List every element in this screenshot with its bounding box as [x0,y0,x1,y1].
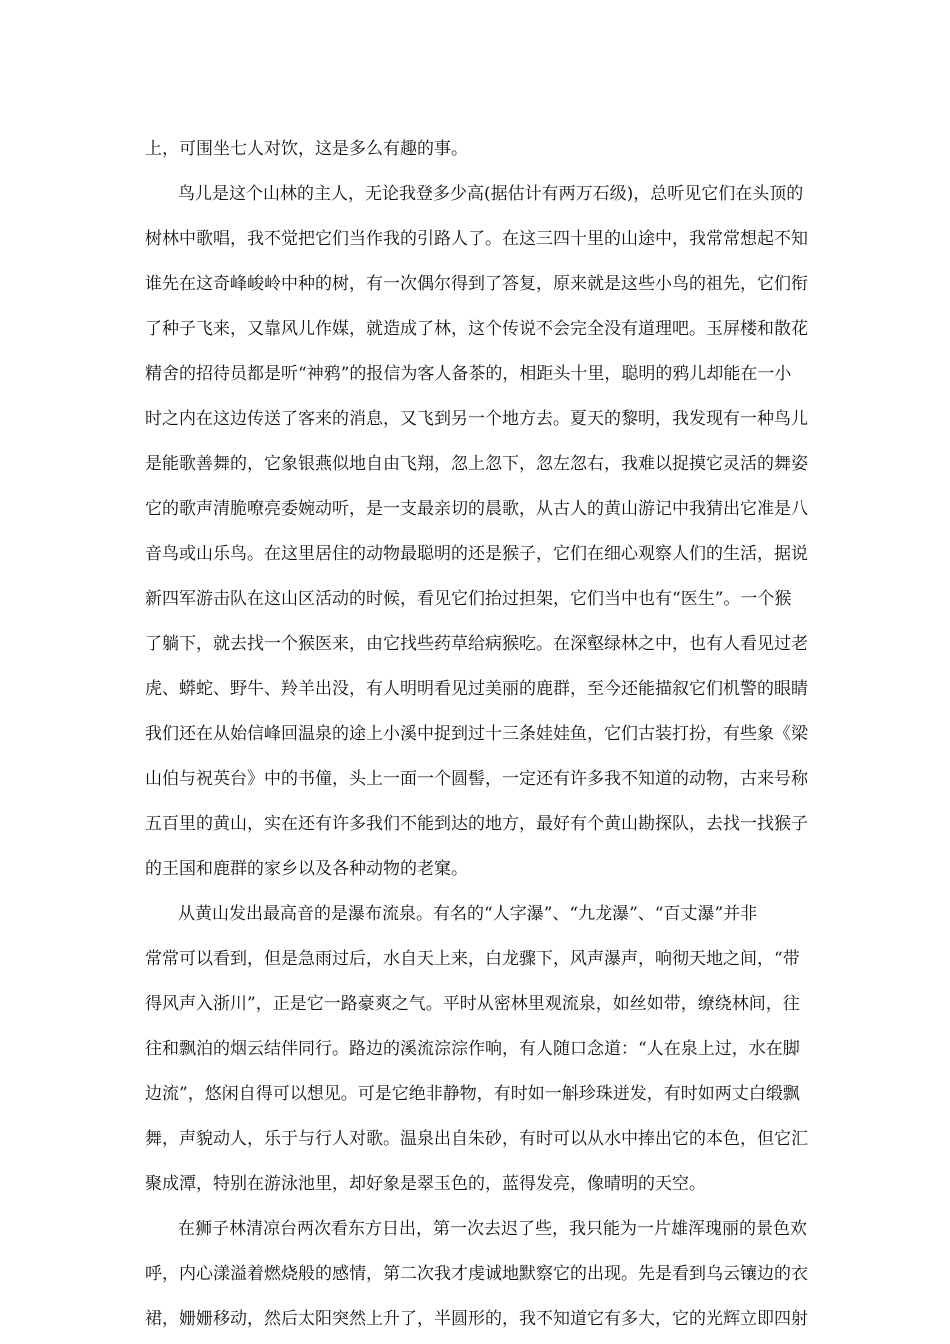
text-line: 精舍的招待员都是听“神鸦”的报信为客人备茶的，相距头十里，聪明的鸦儿却能在一小 [145,364,792,384]
text-line: 得风声入浙川”，正是它一路豪爽之气。平时从密林里观流泉，如丝如带，缭绕林间，往 [145,994,800,1014]
text-line: 是能歌善舞的，它象银燕似地自由飞翔，忽上忽下，忽左忽右，我难以捉摸它灵活的舞姿 [145,454,808,474]
text-line: 音鸟或山乐鸟。在这里居住的动物最聪明的还是猴子，它们在细心观察人们的生活，据说 [145,544,808,564]
text-line: 聚成潭，特别在游泳池里，却好象是翠玉色的，蓝得发亮，像晴明的天空。 [145,1174,706,1194]
text-line: 新四军游击队在这山区活动的时候，看见它们抬过担架，它们当中也有“医生”。一个猴 [145,589,792,609]
text-line: 我们还在从始信峰回温泉的途上小溪中捉到过十三条娃娃鱼，它们古装打扮，有些象《梁 [145,724,808,744]
text-line: 了躺下，就去找一个猴医来，由它找些药草给病猴吃。在深壑绿林之中，也有人看见过老 [145,634,808,654]
text-line: 舞，声貌动人，乐于与行人对歌。温泉出自朱砂，有时可以从水中捧出它的本色，但它汇 [145,1129,808,1149]
paragraph-first-line: 从黄山发出最高音的是瀑布流泉。有名的“人字瀑”、“九龙瀑”、“百丈瀑”并非 [178,904,758,924]
text-line: 的王国和鹿群的家乡以及各种动物的老窠。 [145,859,468,879]
text-line: 时之内在这边传送了客来的消息，又飞到另一个地方去。夏天的黎明，我发现有一种鸟儿 [145,409,808,429]
text-line: 它的歌声清脆嘹亮委婉动听，是一支最亲切的晨歌，从古人的黄山游记中我猜出它准是八 [145,499,808,519]
text-line: 呼，内心漾溢着燃烧般的感情，第二次我才虔诚地默察它的出现。先是看到乌云镶边的衣 [145,1264,808,1284]
text-line: 裙，姗姗移动，然后太阳突然上升了，半圆形的，我不知道它有多大，它的光辉立即四射 [145,1309,808,1329]
text-line: 树林中歌唱，我不觉把它们当作我的引路人了。在这三四十里的山途中，我常常想起不知 [145,229,808,249]
text-line: 了种子飞来，又靠风儿作媒，就造成了林，这个传说不会完全没有道理吧。玉屏楼和散花 [145,319,808,339]
text-line: 谁先在这奇峰峻岭中种的树，有一次偶尔得到了答复，原来就是这些小鸟的祖先，它们衔 [145,274,808,294]
paragraph-first-line: 鸟儿是这个山林的主人，无论我登多少高(据估计有两万石级)，总听见它们在头顶的 [178,184,804,204]
text-line: 虎、蟒蛇、野牛、羚羊出没，有人明明看见过美丽的鹿群，至今还能描叙它们机警的眼睛 [145,679,808,699]
text-line: 常常可以看到，但是急雨过后，水自天上来，白龙骤下，风声瀑声，响彻天地之间，“带 [145,949,800,969]
paragraph-first-line: 在狮子林清凉台两次看东方日出，第一次去迟了些，我只能为一片雄浑瑰丽的景色欢 [178,1219,807,1239]
text-line: 山伯与祝英台》中的书僮，头上一面一个圆髻，一定还有许多我不知道的动物，古来号称 [145,769,808,789]
text-line: 边流”，悠闲自得可以想见。可是它绝非静物，有时如一斛珍珠迸发，有时如两丈白缎飘 [145,1084,800,1104]
text-line: 五百里的黄山，实在还有许多我们不能到达的地方，最好有个黄山勘探队，去找一找猴子 [145,814,808,834]
text-line: 往和飘泊的烟云结伴同行。路边的溪流淙淙作响，有人随口念道：“人在泉上过，水在脚 [145,1039,800,1059]
text-line: 上，可围坐七人对饮，这是多么有趣的事。 [145,139,468,159]
